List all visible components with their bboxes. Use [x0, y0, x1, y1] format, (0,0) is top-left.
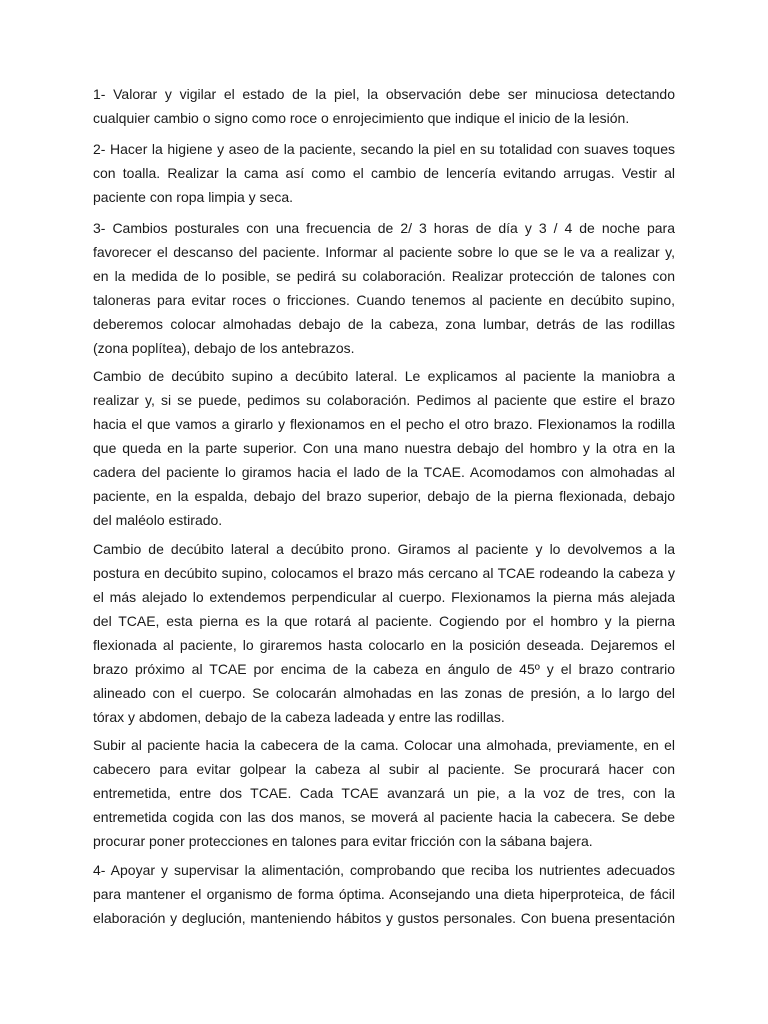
text-line: paciente, en la espalda, debajo del brazo superior, debajo de la pierna flexionada, debajo [93, 488, 675, 504]
text-line: 1- Valorar y vigilar el estado de la piel, la observación debe ser minuciosa detectando [93, 86, 675, 102]
text-line: tórax y abdomen, debajo de la cabeza ladeada y entre las rodillas. [93, 709, 505, 725]
text-line: elaboración y deglución, manteniendo hábitos y gustos personales. Con buena presentación [93, 910, 675, 926]
text-line: con toalla. Realizar la cama así como el cambio de lencería evitando arrugas. Vestir al [93, 165, 675, 181]
text-line: para mantener el organismo de forma óptima. Aconsejando una dieta hiperproteica, de fácil [93, 886, 675, 902]
text-line: taloneras para evitar roces o fricciones. Cuando tenemos al paciente en decúbito supino, [93, 292, 675, 308]
text-line: Cambio de decúbito supino a decúbito lateral. Le explicamos al paciente la maniobra a [93, 368, 675, 384]
text-line: procurar poner protecciones en talones para evitar fricción con la sábana bajera. [93, 833, 593, 849]
text-line: 2- Hacer la higiene y aseo de la paciente, secando la piel en su totalidad con suaves toques [93, 141, 675, 157]
text-line: cabecero para evitar golpear la cabeza al subir al paciente. Se procurará hacer con [93, 761, 675, 777]
text-line: del maléolo estirado. [93, 512, 223, 528]
text-line: Subir al paciente hacia la cabecera de la cama. Colocar una almohada, previamente, en el [93, 737, 675, 753]
text-line: deberemos colocar almohadas debajo de la cabeza, zona lumbar, detrás de las rodillas [93, 316, 675, 332]
text-line: paciente con ropa limpia y seca. [93, 189, 293, 205]
text-line: (zona poplítea), debajo de los antebrazos. [93, 340, 355, 356]
text-line: Cambio de decúbito lateral a decúbito prono. Giramos al paciente y lo devolvemos a la [93, 541, 675, 557]
text-line: 4- Apoyar y supervisar la alimentación, comprobando que reciba los nutrientes adecuados [93, 862, 675, 878]
text-line: flexionada al paciente, lo giraremos hasta colocarlo en la posición deseada. Dejaremos el [93, 637, 675, 653]
text-line: que queda en la parte superior. Con una mano nuestra debajo del hombro y la otra en la [93, 440, 675, 456]
text-line: postura en decúbito supino, colocamos el brazo más cercano al TCAE rodeando la cabeza y [93, 565, 675, 581]
text-line: entremetida, entre dos TCAE. Cada TCAE avanzará un pie, a la voz de tres, con la [93, 785, 675, 801]
text-line: cadera del paciente lo giramos hacia el lado de la TCAE. Acomodamos con almohadas al [93, 464, 675, 480]
text-line: en la medida de lo posible, se pedirá su colaboración. Realizar protección de talones con [93, 268, 675, 284]
text-line: cualquier cambio o signo como roce o enrojecimiento que indique el inicio de la lesión. [93, 110, 630, 126]
text-line: alineado con el cuerpo. Se colocarán almohadas en las zonas de presión, a lo largo del [93, 685, 675, 701]
text-line: realizar y, si se puede, pedimos su colaboración. Pedimos al paciente que estire el brazo [93, 392, 675, 408]
text-line: entremetida cogida con las dos manos, se moverá al paciente hacia la cabecera. Se debe [93, 809, 675, 825]
text-line: del TCAE, esta pierna es la que rotará al paciente. Cogiendo por el hombro y la pierna [93, 613, 675, 629]
text-line: brazo próximo al TCAE por encima de la cabeza en ángulo de 45º y el brazo contrario [93, 661, 675, 677]
text-line: favorecer el descanso del paciente. Informar al paciente sobre lo que se le va a realizar y, [93, 244, 675, 260]
text-line: el más alejado lo extendemos perpendicular al cuerpo. Flexionamos la pierna más alejada [93, 589, 675, 605]
text-line: 3- Cambios posturales con una frecuencia de 2/ 3 horas de día y 3 / 4 de noche para [93, 220, 675, 236]
text-line: hacia el que vamos a girarlo y flexionamos en el pecho el otro brazo. Flexionamos la rodilla [93, 416, 675, 432]
